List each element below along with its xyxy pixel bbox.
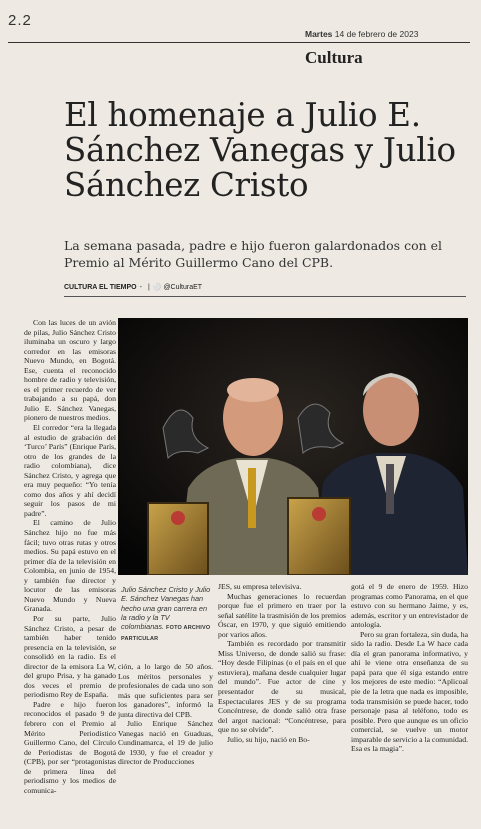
deck: La semana pasada, padre e hijo fueron galardonados con el Premio al Mérito Guillermo Cano del CPB. bbox=[64, 238, 443, 270]
paragraph: Pero su gran fortaleza, sin duda, ha sido la radio. Desde La W hace cada día el gran panorama informativo, y ahí le viene otra enseñanza de su papá para que él siga estando entre los mejores de este medio: “Aplicoal pie de la letra que nada es imposible, toda transmisión se puede hacer, todo personaje pasa al teléfono, todo es posible. Pero que aunque es un oficio comercial, se vuelve un motor imparable de servicio a la comunidad. Esa es la magia”. bbox=[351, 629, 469, 754]
header-rule bbox=[8, 42, 470, 43]
paragraph: Julio, su hijo, nació en Bo- bbox=[227, 734, 310, 744]
byline: CULTURA EL TIEMPO - | ⚪ @CulturaET bbox=[64, 284, 203, 291]
paragraph: El camino de Julio Sánchez hijo no fue más fácil; tuvo otras rutas y otros medios. Su papá estuvo en el primer día de la televisión en Colombia, en junio de 1954, y también fue director y locutor de las emisoras Nuevo Mundo y Nueva Granada. bbox=[24, 518, 116, 614]
article-photo bbox=[118, 318, 468, 575]
paragraph: JES, su empresa televisiva. bbox=[218, 582, 302, 591]
caption-text: Julio Sánchez Cristo y Julio E. Sánchez Vanegas han hecho una gran carrera en la radio y la TV colombianas. bbox=[121, 585, 211, 632]
byline-author: CULTURA EL TIEMPO bbox=[64, 284, 137, 291]
column-1 bbox=[24, 318, 116, 795]
paragraph: ción, a lo largo de 50 años. Los méritos personales y profesionales de cada uno son más que suficientes para ser los ganadores”, informó la junta directiva del CPB. bbox=[118, 662, 213, 719]
photo-caption bbox=[121, 585, 213, 645]
paragraph: El corredor “era la llegada al estudio de grabación del ‘Turco’ París” (Enrique París, otro de los grandes de la radio colombiana), dice Sánchez Cristo, y agrega que era muy pequeño: “Yo tenía como dos años y ahí decidí seguir los pasos de mi padre”. bbox=[24, 423, 116, 518]
page-number: 2.2 bbox=[8, 12, 32, 29]
paragraph: Por su parte, Julio Sánchez Cristo, a pesar de también haber tenido presencia en la televisión, se consolidó en la radio. Es el director de la emisora La W, del grupo Prisa, y ha ganado dos veces el premio de periodismo Rey de España. bbox=[24, 613, 116, 700]
paragraph: Padre e hijo fueron reconocidos el pasado 9 de febrero con el Premio al Mérito Periodístico Guillermo Cano, del Círculo de Periodistas de Bogotá (CPB), por ser “protagonistas de primera línea del periodismo y los medios de comunica- bbox=[24, 699, 116, 795]
byline-rule bbox=[64, 296, 466, 297]
date-day: Martes bbox=[305, 29, 333, 39]
publication-date bbox=[305, 29, 418, 39]
section-title: Cultura bbox=[305, 48, 363, 67]
paragraph: gotá el 9 de enero de 1959. Hizo programas como Panorama, en el que estuvo con su hermano Jaime, y es, además, escritor y un entrevistador de antología. bbox=[351, 582, 468, 630]
byline-handle: @CulturaET bbox=[163, 284, 203, 291]
column-4 bbox=[351, 582, 468, 754]
paragraph: Muchas generaciones lo recuerdan porque fue el primero en traer por la señal satélite la trasmisión de los premios Óscar, en 1970, y que siguió emitiendo por varios años. bbox=[218, 591, 346, 639]
paragraph: También es recordado por transmitir Miss Universo, de donde salió su frase: “Hoy desde Filipinas (o el país en el que estuviera), mañana desde cualquier lugar del mundo”. Fue actor de cine y presentador de su musical, Espectaculares JES y de su programa Concéntrese, de donde salió otra frase del argot nacional: “Concéntrese, para que no se olvide”. bbox=[218, 639, 346, 735]
paragraph: Julio Enrique Sánchez Vanegas nació en Guaduas, Cundinamarca, el 19 de julio de 1930, y fue el creador y director de Producciones bbox=[118, 719, 213, 767]
date-rest: 14 de febrero de 2023 bbox=[334, 29, 419, 39]
caption-credit: FOTO ARCHIVO PARTICULAR bbox=[121, 625, 211, 643]
paragraph: Con las luces de un avión de pilas, Julio Sánchez Cristo iluminaba un oscuro y largo corredor en las emisoras Nuevo Mundo, en Bogotá. Ese, cuenta el reconocido hombre de radio y televisión, es el primer recuerdo de ver trabajando a su papá, don Julio E. Sánchez Vanegas, pionero de nuestros medios. bbox=[24, 318, 116, 423]
photo-illustration bbox=[118, 318, 468, 575]
column-3 bbox=[218, 582, 346, 744]
headline: El homenaje a Julio E. Sánchez Vanegas y Julio Sánchez Cristo bbox=[64, 96, 456, 204]
column-2 bbox=[118, 662, 213, 767]
twitter-icon: ⚪ bbox=[152, 284, 162, 291]
